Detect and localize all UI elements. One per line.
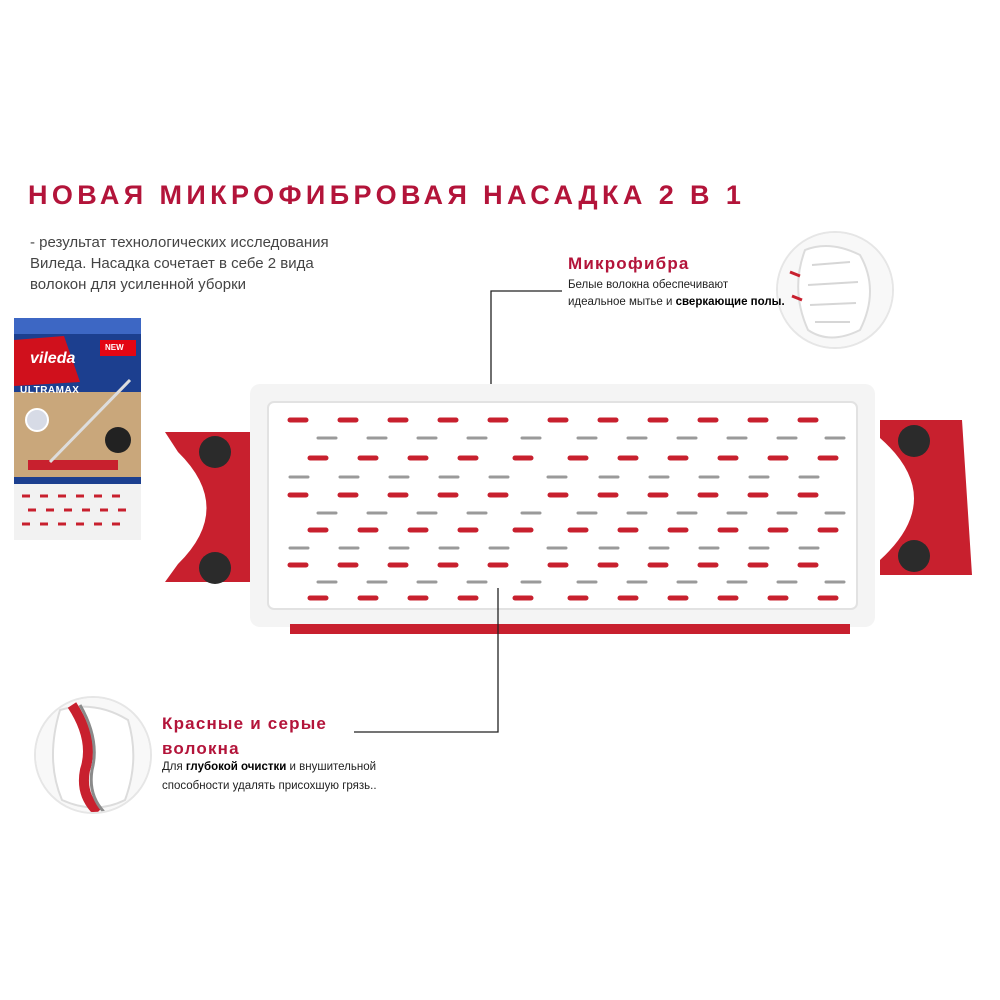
clip-knob-icon <box>898 425 930 457</box>
red-fiber-closeup <box>35 697 151 813</box>
red-gray-description <box>162 758 422 796</box>
intro-line: волокон для усиленной уборки <box>30 276 247 293</box>
clip-knob-icon <box>199 552 231 584</box>
red-gray-text: Для <box>162 761 186 773</box>
red-gray-heading <box>162 711 327 761</box>
intro-line: - результат технологических исследования <box>30 234 329 251</box>
intro-line: Виледа. Насадка сочетает в себе 2 вида <box>30 255 314 272</box>
microfiber-heading: Микрофибра <box>568 254 690 273</box>
microfiber-text: Белые волокна обеспечивают идеальное мытье и <box>568 279 729 308</box>
package-brand-logo: vileda <box>30 350 76 367</box>
microfiber-description <box>568 277 788 311</box>
red-gray-text: и внушительной способности удалять присохшую грязь.. <box>162 761 377 792</box>
microfiber-closeup <box>777 232 893 348</box>
package-new-badge: NEW <box>105 343 124 352</box>
page-title: НОВАЯ МИКРОФИБРОВАЯ НАСАДКА 2 В 1 <box>28 180 746 210</box>
clip-knob-icon <box>199 436 231 468</box>
microfiber-pad <box>250 384 875 634</box>
red-gray-heading-line: Красные и серые <box>162 714 328 733</box>
clip-knob-icon <box>898 540 930 572</box>
microfiber-text-bold: сверкающие полы. <box>675 296 785 308</box>
red-gray-text-bold: глубокой очистки <box>185 761 287 773</box>
red-gray-heading-line: волокна <box>162 739 240 758</box>
package-model: ULTRAMAX <box>20 385 80 396</box>
